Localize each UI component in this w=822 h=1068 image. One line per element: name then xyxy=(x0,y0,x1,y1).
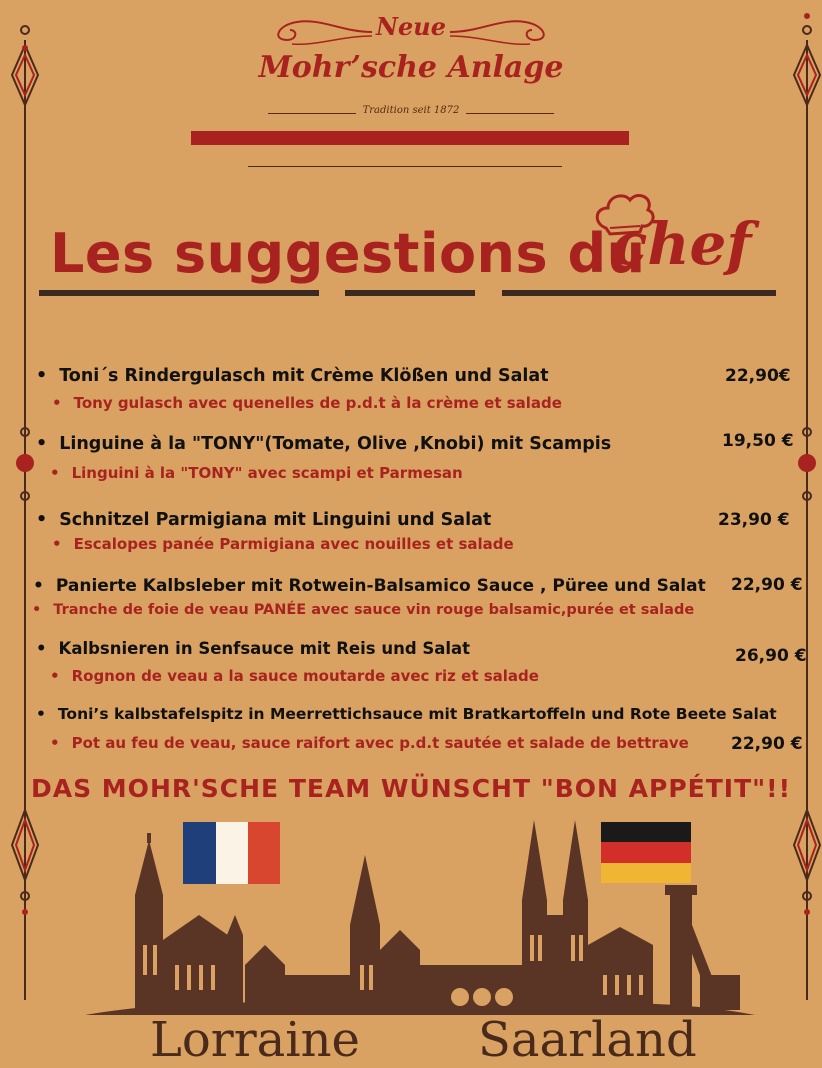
tagline: Tradition seit 1872 xyxy=(362,105,460,116)
menu-item-1-fr: • Tony gulasch avec quenelles de p.d.t à la crème et salade xyxy=(52,394,562,412)
right-ornament xyxy=(782,0,822,1064)
menu-item-5-fr: • Rognon de veau a la sauce moutarde avec riz et salade xyxy=(50,667,539,685)
menu-item-5-de: • Kalbsnieren in Senfsauce mit Reis und Salat xyxy=(36,639,470,658)
menu-item-3-fr: • Escalopes panée Parmigiana avec nouilles et salade xyxy=(52,535,514,553)
heading-underline-2 xyxy=(345,290,475,296)
menu-item-2-fr: • Linguini à la "TONY" avec scampi et Parmesan xyxy=(50,464,463,482)
menu-item-2-de: • Linguine à la "TONY"(Tomate, Olive ,Knobi) mit Scampis xyxy=(36,434,611,454)
heading-underline-1 xyxy=(39,290,319,296)
menu-item-6-de: • Toni’s kalbstafelspitz in Meerrettichsauce mit Bratkartoffeln und Rote Beete Salat xyxy=(36,705,777,723)
menu-item-2-price: 19,50 € xyxy=(722,431,794,451)
wish-banner: DAS MOHR'SCHE TEAM WÜNSCHT "BON APPÉTIT"!! xyxy=(31,774,791,803)
menu-item-1-de: • Toni´s Rindergulasch mit Crème Klößen und Salat xyxy=(36,366,549,386)
menu-item-4-de: • Panierte Kalbsleber mit Rotwein-Balsamico Sauce , Püree und Salat xyxy=(33,576,706,596)
page-title-accent: chef xyxy=(612,210,752,278)
menu-item-5-price: 26,90 € xyxy=(735,646,807,666)
divider-line xyxy=(248,166,562,167)
menu-item-6-fr: • Pot au feu de veau, sauce raifort avec p.d.t sautée et salade de bettrave xyxy=(50,734,689,752)
page-title: Les suggestions du xyxy=(50,222,646,285)
brand-name: Mohr’sche Anlage xyxy=(258,50,564,85)
menu-item-3-de: • Schnitzel Parmigiana mit Linguini und Salat xyxy=(36,510,491,530)
brand-line1: Neue xyxy=(376,12,446,41)
city-skyline-icon xyxy=(85,815,755,1020)
left-ornament xyxy=(0,0,50,1064)
menu-item-4-fr: • Tranche de foie de veau PANÉE avec sauce vin rouge balsamic,purée et salade xyxy=(32,602,694,618)
red-bar xyxy=(191,131,629,145)
tagline-rule-right xyxy=(466,113,554,114)
menu-item-6-price: 22,90 € xyxy=(731,734,803,754)
menu-item-3-price: 23,90 € xyxy=(718,510,790,530)
region-saarland: Saarland xyxy=(478,1012,697,1068)
menu-item-4-price: 22,90 € xyxy=(731,575,803,595)
heading-underline-3 xyxy=(502,290,776,296)
menu-item-1-price: 22,90€ xyxy=(725,366,791,386)
region-lorraine: Lorraine xyxy=(150,1012,360,1068)
